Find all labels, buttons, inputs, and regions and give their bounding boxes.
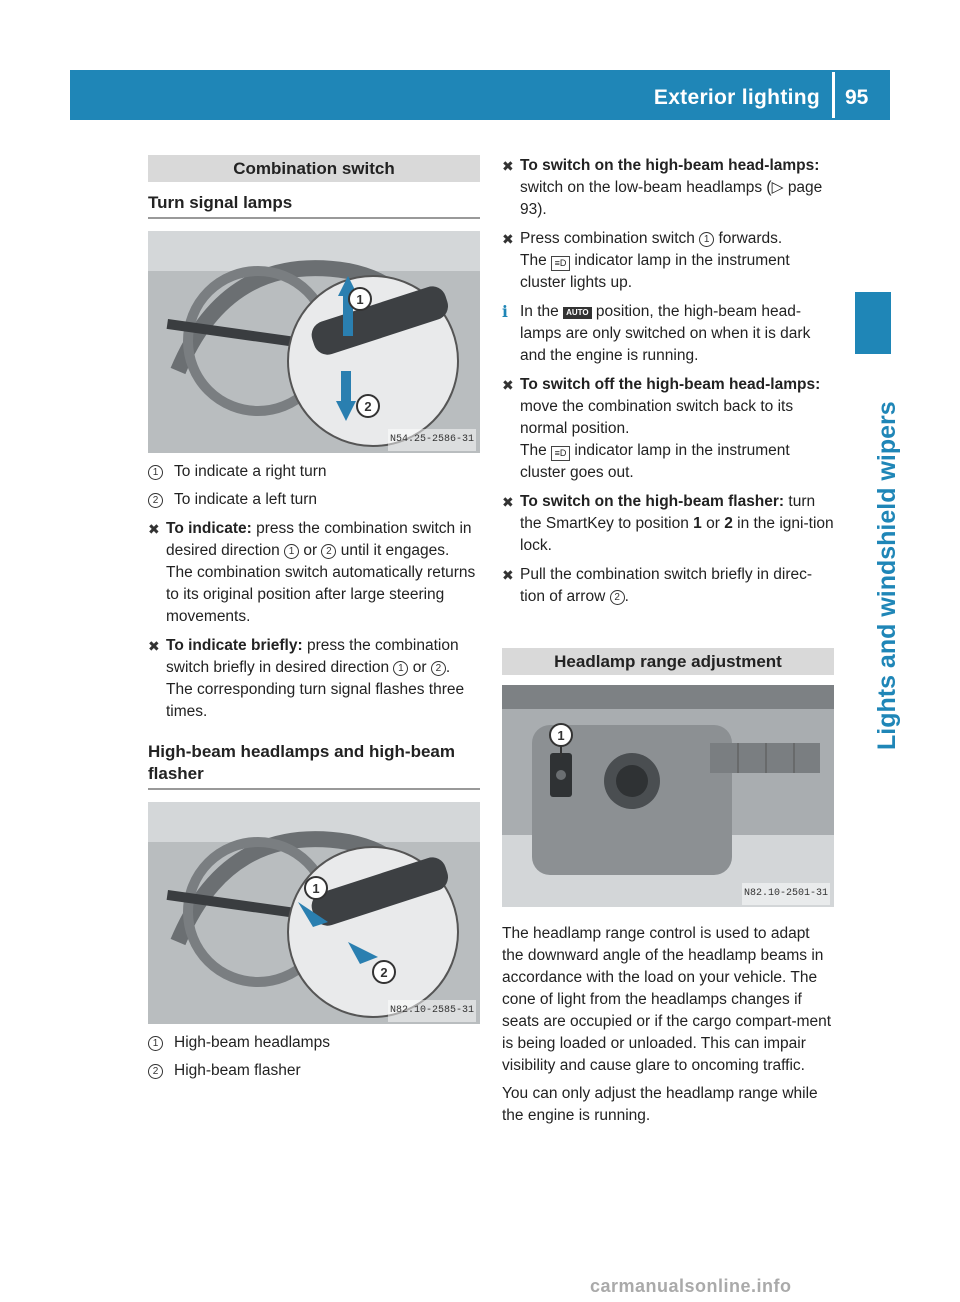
callout-2-icon: 2	[431, 661, 446, 676]
callout-2-icon: 2	[610, 590, 625, 605]
caption-1	[148, 461, 480, 483]
caption-text: To indicate a left turn	[174, 491, 318, 508]
step-arrow-icon: ✖	[502, 377, 514, 393]
callout-1-icon: 1	[284, 544, 299, 559]
section-heading-combination-switch: Combination switch	[148, 155, 480, 182]
step-switch-on-high-beam: ✖ To switch on the high-beam head-lamps: switch on the low-beam headlamps (▷ page 93).	[502, 155, 834, 221]
caption-1	[148, 1032, 480, 1054]
caption-2	[148, 489, 480, 511]
step-arrow-icon: ✖	[502, 158, 514, 174]
callout-2-icon: 2	[148, 1064, 163, 1079]
callout-2-icon: 2	[321, 544, 336, 559]
dashboard-light-switch-illustration	[502, 685, 834, 907]
svg-text:1: 1	[312, 881, 320, 896]
left-column	[148, 155, 480, 1082]
steering-wheel-illustration	[148, 802, 480, 1024]
step-label: To indicate briefly:	[166, 637, 303, 654]
page-number: 95	[845, 86, 869, 109]
step-to-indicate: ✖ To indicate: press the combination switch in desired direction 1 or 2 until it engages. The combination switch automatically returns to its original position after large steering movements.	[148, 518, 480, 628]
high-beam-indicator-icon: ≡D	[551, 446, 570, 461]
side-tab-block	[855, 292, 891, 354]
section-heading-headlamp-range: Headlamp range adjustment	[502, 648, 834, 675]
step-arrow-icon: ✖	[502, 567, 514, 583]
info-note: i In the AUTO position, the high-beam head-lamps are only switched on when it is dark and the engine is running.	[502, 301, 834, 367]
steering-wheel-illustration	[148, 231, 480, 453]
auto-symbol-icon: AUTO	[563, 307, 592, 319]
info-icon: i	[502, 302, 508, 321]
header-divider	[832, 72, 835, 118]
step-switch-on-flasher: ✖ To switch on the high-beam flasher: turn the SmartKey to position 1 or 2 in the igni-tion lock.	[502, 491, 834, 557]
svg-text:1: 1	[356, 292, 364, 307]
svg-text:2: 2	[380, 965, 388, 980]
step-to-indicate-briefly: ✖ To indicate briefly: press the combination switch briefly in desired direction 1 or 2 . The corresponding turn signal flashes three times.	[148, 635, 480, 723]
figure-code: N82.10-2585-31	[388, 1000, 476, 1022]
page-ref-icon: ▷	[771, 179, 788, 196]
page-title: Exterior lighting	[653, 86, 820, 109]
figure-headlamp-range	[502, 685, 834, 907]
step-arrow-icon: ✖	[148, 638, 160, 654]
watermark: carmanualsonline.info	[590, 1276, 792, 1296]
step-arrow-icon: ✖	[502, 231, 514, 247]
figure-code: N54.25-2586-31	[388, 429, 476, 451]
caption-2	[148, 1060, 480, 1082]
figure-code: N82.10-2501-31	[742, 883, 830, 905]
step-arrow-icon: ✖	[502, 494, 514, 510]
side-tab-label: Lights and windshield wipers	[873, 401, 901, 750]
paragraph-engine-running: You can only adjust the headlamp range while the engine is running.	[502, 1085, 818, 1124]
step-press-switch: ✖ Press combination switch 1 forwards. The ≡D indicator lamp in the instrument cluster lights up.	[502, 228, 834, 294]
step-pull-switch: ✖ Pull the combination switch briefly in direc-tion of arrow 2 .	[502, 564, 834, 608]
figure-high-beam	[148, 802, 480, 1024]
subheading-turn-signal: Turn signal lamps	[148, 192, 480, 219]
caption-text: To indicate a right turn	[174, 463, 327, 480]
callout-1-icon: 1	[393, 661, 408, 676]
step-arrow-icon: ✖	[148, 521, 160, 537]
step-switch-off-high-beam: ✖ To switch off the high-beam head-lamps: move the combination switch back to its normal position. The ≡D indicator lamp in the instrument cluster goes out.	[502, 374, 834, 484]
subheading-high-beam: High-beam headlamps and high-beam flasher	[148, 741, 480, 790]
callout-1-icon: 1	[148, 1036, 163, 1051]
right-column	[502, 155, 834, 1133]
figure-turn-signal	[148, 231, 480, 453]
svg-text:1: 1	[557, 728, 565, 743]
callout-2-icon: 2	[148, 493, 163, 508]
callout-1-icon: 1	[699, 232, 714, 247]
callout-1-icon: 1	[148, 465, 163, 480]
caption-text: High-beam flasher	[174, 1062, 301, 1079]
svg-text:2: 2	[364, 399, 372, 414]
high-beam-indicator-icon: ≡D	[551, 256, 570, 271]
step-label: To indicate:	[166, 520, 252, 537]
caption-text: High-beam headlamps	[174, 1034, 330, 1051]
paragraph-headlamp-range: The headlamp range control is used to adapt the downward angle of the headlamp beams in accordance with the load on your vehicle. The cone of light from the headlamps changes if seats are occupied or if the cargo compart-ment is being loaded or unloaded. This can impair visibility and cause glare to oncoming traffic.	[502, 925, 832, 1074]
